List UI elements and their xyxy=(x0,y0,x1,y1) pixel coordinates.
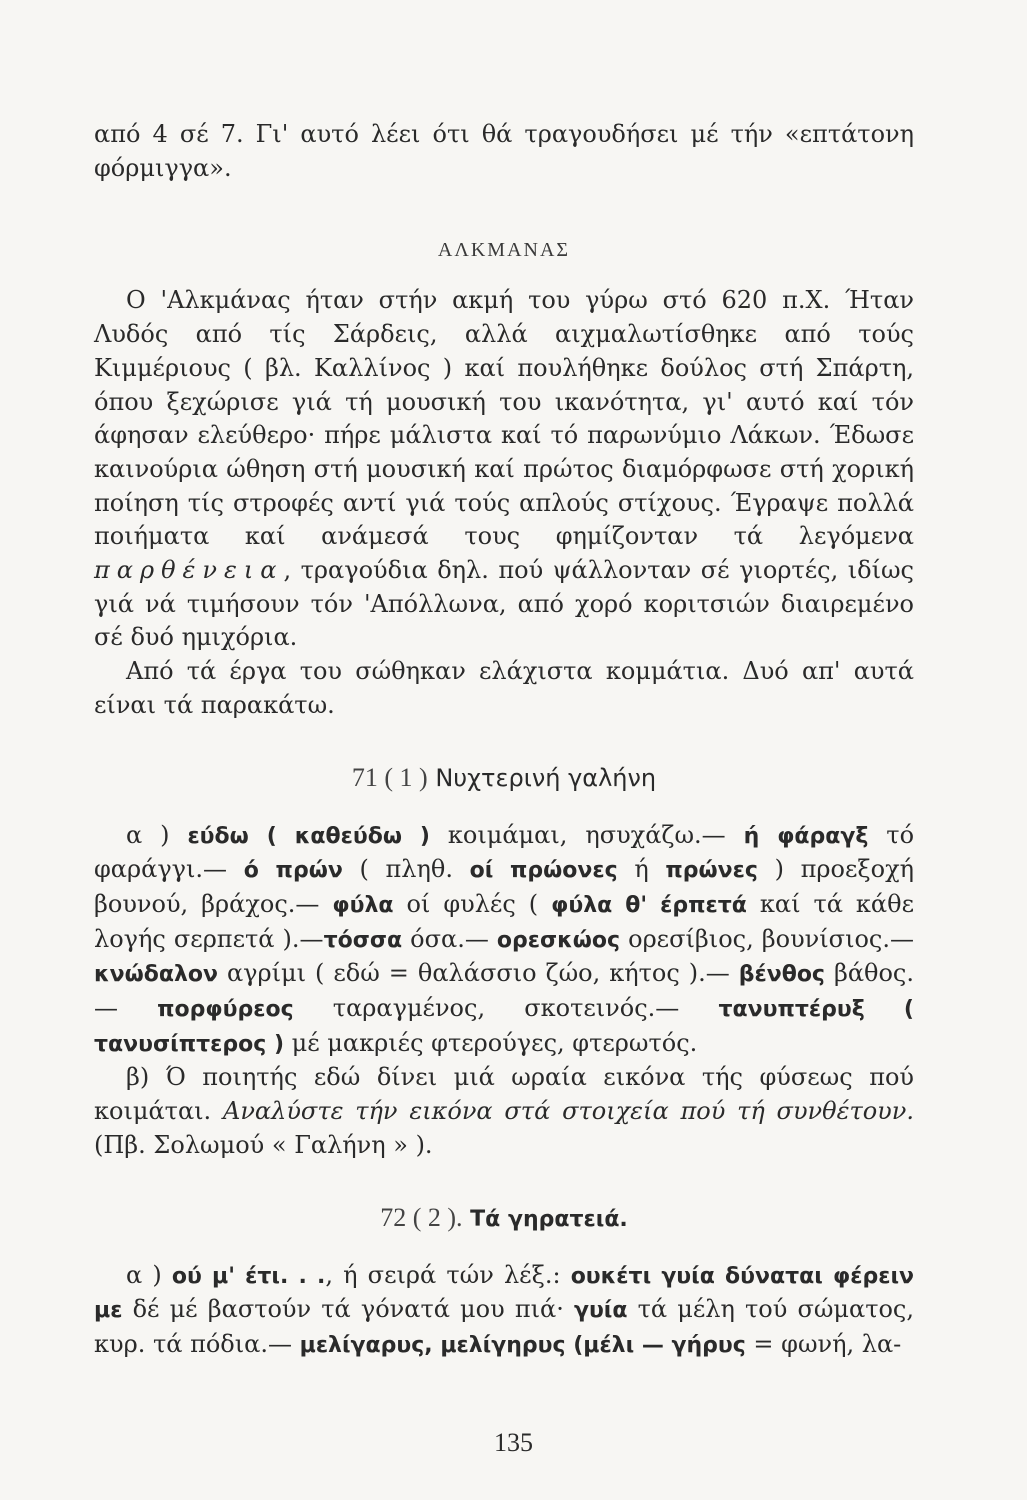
gloss-text: καί τά κάθε λογής σερπετά ).— xyxy=(94,889,915,953)
gloss-term: πρώνες xyxy=(665,858,758,884)
gloss-term: γυία xyxy=(573,1298,628,1324)
gloss-term: ό πρών xyxy=(243,858,343,884)
notes-71a xyxy=(94,819,914,1062)
gloss-text: μέ μακριές φτερούγες, φτερωτός. xyxy=(284,1028,698,1057)
bio-text-2: , τραγούδια δηλ. πού ψάλλονταν σέ γιορτές, ιδίως γιά νά τιμήσουν τόν 'Απόλλωνα, από χορό κοριτσιών διαιρεμένο σέ δυό ημιχόρια. xyxy=(94,556,914,652)
gloss-text: α ) xyxy=(126,1260,172,1289)
page-body xyxy=(94,118,914,1363)
gloss-text: όσα.— xyxy=(402,924,497,953)
gloss-text: βάθος.— xyxy=(94,959,914,1023)
gloss-term: βένθος xyxy=(738,962,825,988)
section-72-name: Τά γηρατειά. xyxy=(470,1206,628,1232)
notes-71b-ref: (Πβ. Σολωμού « Γαλήνη » ). xyxy=(94,1130,433,1159)
gloss-text: ταραγμένος, σκοτεινός.— xyxy=(293,994,719,1023)
gloss-text: οί φυλές ( xyxy=(393,889,552,918)
gloss-text: αγρίμι ( εδώ = θαλάσσιο ζώο, κήτος ).— xyxy=(218,959,739,988)
gloss-text: , ή σειρά τών λέξ.: xyxy=(325,1260,571,1289)
gloss-text: ή xyxy=(617,855,666,884)
bio-paragraph xyxy=(94,284,914,655)
bio-paragraph-2: Από τά έργα του σώθηκαν ελάχιστα κομμάτια. Δυό απ' αυτά είναι τά παρακάτω. xyxy=(94,657,914,719)
gloss-term: τανυπτέρυξ ( τανυσίπτερος ) xyxy=(94,997,914,1057)
notes-71b xyxy=(94,1061,914,1162)
gloss-term: πορφύρεος xyxy=(157,997,294,1023)
gloss-term: κνώδαλον xyxy=(94,962,218,988)
section-heading: ΑΛΚΜΑΝΑΣ xyxy=(437,239,571,262)
gloss-term: μελίγαρυς, μελίγηρυς (μέλι — γήρυς xyxy=(299,1332,746,1358)
section-71-title xyxy=(94,763,914,793)
section-72-number: 72 ( 2 ). xyxy=(380,1202,463,1232)
gloss-term: ή φάραγξ xyxy=(743,823,869,849)
gloss-term: εύδω ( καθεύδω ) xyxy=(187,823,430,849)
section-72-title xyxy=(94,1203,914,1233)
bio-text-1: Ο 'Αλκμάνας ήταν στήν ακμή του γύρω στό 620 π.Χ. Ήταν Λυδός από τίς Σάρδεις, αλλά αιχμαλωτίσθηκε από τούς Κιμμέριους ( βλ. Καλλίνος ) καί πουλήθηκε δούλος στή Σπάρτη, όπου ξεχώρισε γιά τή μουσική του ικανότητα, γι' αυτό καί τόν άφησαν ελεύθερο· πήρε μάλιστα καί τό παρωνύμιο Λάκων. Έδωσε καινούρια ώθηση στή μουσική καί πρώτος διαμόρφωσε στή χορική ποίηση τίς στροφές αντί γιά τούς απλούς στίχους. Έγραψε πολλά ποιήματα καί ανάμεσά τους φημίζονταν τά λεγόμενα xyxy=(94,286,914,551)
gloss-text: α ) xyxy=(126,820,188,849)
gloss-text: ) προεξοχή βουνού, βράχος.— xyxy=(94,855,914,918)
section-71-name: Νυχτερινή γαλήνη xyxy=(435,763,657,792)
gloss-text: ορεσίβιος, βουνίσιος.— xyxy=(620,924,914,953)
gloss-term: τόσσα xyxy=(323,927,403,953)
gloss-text: = φωνή, λα- xyxy=(745,1329,902,1358)
gloss-text: δέ μέ βαστούν τά γόνατά μου πιά· xyxy=(122,1295,574,1324)
intro-line: από 4 σέ 7. Γι' αυτό λέει ότι θά τραγουδήσει μέ τήν «επτάτονη φόρμιγγα». xyxy=(94,120,914,182)
gloss-term: οί πρώονες xyxy=(469,858,618,884)
bio-term: παρθένεια xyxy=(94,556,284,585)
gloss-term: φύλα xyxy=(332,892,394,918)
gloss-text: κοιμάμαι, ησυχάζω.— xyxy=(429,820,744,849)
section-71-number: 71 ( 1 ) xyxy=(351,762,428,792)
gloss-term: ού μ' έτι. . . xyxy=(171,1263,326,1289)
gloss-term: ουκέτι γυία δύναται φέρειν με xyxy=(94,1263,914,1324)
gloss-text: τό φαράγγι.— xyxy=(94,820,915,884)
gloss-term: φύλα θ' έρπετά xyxy=(551,892,747,918)
gloss-term: ορεσκώος xyxy=(496,927,621,953)
gloss-text: ( πληθ. xyxy=(342,855,470,884)
notes-71b-text: β) Ό ποιητής εδώ δίνει μιά ωραία εικόνα τής φύσεως πού κοιμάται. xyxy=(94,1063,914,1126)
page-number: 135 xyxy=(494,1428,533,1457)
gloss-text: τά μέλη τού σώματος, κυρ. τά πόδια.— xyxy=(94,1295,914,1358)
notes-72a xyxy=(94,1259,914,1363)
notes-71b-italic: Αναλύστε τήν εικόνα στά στοιχεία πού τή συνθέτουν. xyxy=(223,1097,914,1126)
